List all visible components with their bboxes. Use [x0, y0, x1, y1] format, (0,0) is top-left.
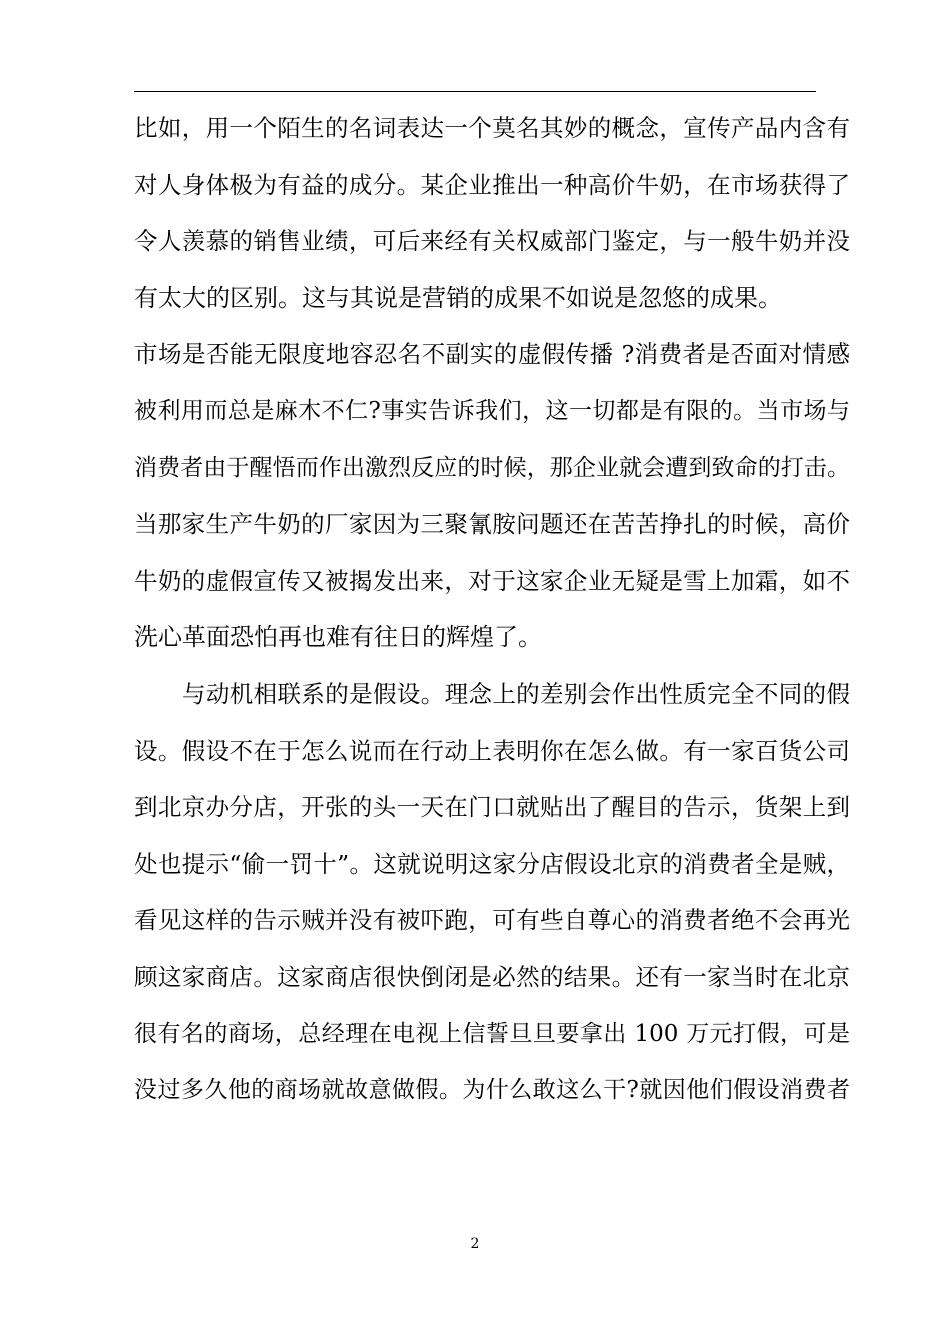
text-line: 设。假设不在于怎么说而在行动上表明你在怎么做。有一家百货公司 [134, 736, 850, 765]
text-line: 顾这家商店。这家商店很快倒闭是必然的结果。还有一家当时在北京 [134, 962, 850, 991]
text-line: 很有名的商场，总经理在电视上信誓旦旦要拿出 100 万元打假，可是 [134, 1020, 850, 1047]
header-rule [134, 91, 816, 92]
text-line: 比如，用一个陌生的名词表达一个莫名其妙的概念，宣传产品内含有 [134, 114, 850, 142]
text-line: 市场是否能无限度地容忍名不副实的虚假传播 ?消费者是否面对情感 [134, 340, 850, 369]
text-line: 对人身体极为有益的成分。某企业推出一种高价牛奶，在市场获得了 [134, 170, 850, 199]
text-line: 洗心革面恐怕再也难有往日的辉煌了。 [134, 623, 542, 652]
page-number: 2 [470, 1236, 480, 1252]
text-line: 与动机相联系的是假设。理念上的差别会作出性质完全不同的假 [182, 679, 850, 708]
text-line: 消费者由于醒悟而作出激烈反应的时候，那企业就会遭到致命的打击。 [134, 454, 850, 481]
text-line: 到北京办分店，开张的头一天在门口就贴出了醒目的告示，货架上到 [134, 793, 850, 822]
text-line: 令人羡慕的销售业绩，可后来经有关权威部门鉴定，与一般牛奶并没 [134, 227, 850, 256]
text-line: 有太大的区别。这与其说是营销的成果不如说是忽悠的成果。 [134, 283, 782, 312]
text-line: 处也提示“偷一罚十”。这就说明这家分店假设北京的消费者全是贼， [134, 849, 850, 878]
body-text [134, 103, 850, 1122]
text-line: 看见这样的告示贼并没有被吓跑，可有些自尊心的消费者绝不会再光 [134, 906, 850, 935]
text-line: 没过多久他的商场就故意做假。为什么敢这么干?就因他们假设消费者 [134, 1077, 850, 1104]
text-line: 当那家生产牛奶的厂家因为三聚氰胺问题还在苦苦挣扎的时候，高价 [134, 510, 850, 539]
text-line: 牛奶的虚假宣传又被揭发出来，对于这家企业无疑是雪上加霜，如不 [134, 566, 850, 595]
text-line: 被利用而总是麻木不仁?事实告诉我们，这一切都是有限的。当市场与 [134, 397, 850, 424]
